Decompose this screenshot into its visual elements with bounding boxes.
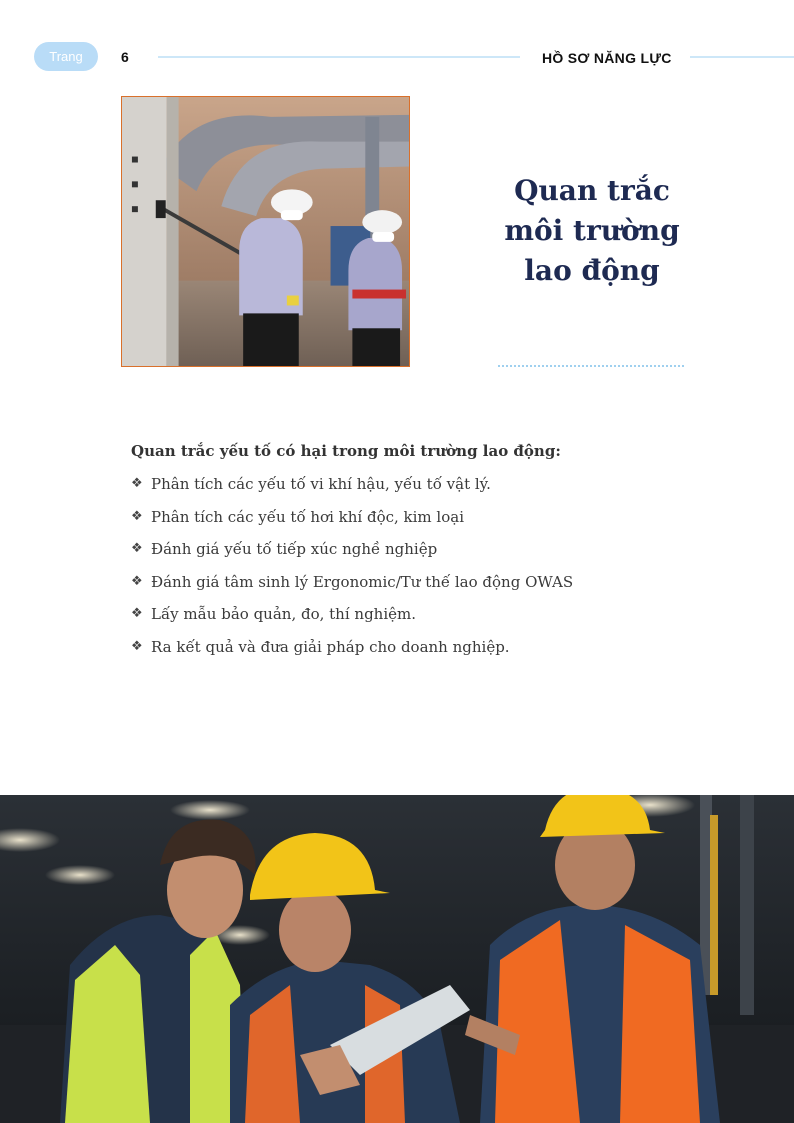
document-title: HỒ SƠ NĂNG LỰC <box>542 50 672 66</box>
workplace-monitoring-photo <box>121 96 410 367</box>
service-list <box>131 473 691 669</box>
list-item <box>131 473 691 506</box>
list-item-text: Đánh giá tâm sinh lý Ergonomic/Tư thế lao động OWAS <box>151 572 574 591</box>
diamond-bullet-icon: ❖ <box>131 606 143 622</box>
section-title-line-1: Quan trắc <box>514 174 670 207</box>
page-label-badge: Trang <box>34 42 98 71</box>
list-item-text: Phân tích các yếu tố hơi khí độc, kim loại <box>151 507 464 526</box>
list-item <box>131 571 691 604</box>
diamond-bullet-icon: ❖ <box>131 508 143 524</box>
section-title-line-2: môi trường <box>504 214 680 247</box>
page-number: 6 <box>121 49 129 65</box>
content-block <box>131 440 691 669</box>
diamond-bullet-icon: ❖ <box>131 638 143 654</box>
header-divider-left <box>158 56 520 58</box>
list-item-text: Phân tích các yếu tố vi khí hậu, yếu tố vật lý. <box>151 475 491 493</box>
diamond-bullet-icon: ❖ <box>131 541 143 557</box>
list-item <box>131 538 691 571</box>
list-item-text: Lấy mẫu bảo quản, đo, thí nghiệm. <box>151 605 416 624</box>
content-heading: Quan trắc yếu tố có hại trong môi trường lao động: <box>131 442 561 460</box>
list-item-text: Ra kết quả và đưa giải pháp cho doanh nghiệp. <box>151 637 510 656</box>
factory-workers-photo <box>0 795 794 1123</box>
section-title-line-3: lao động <box>524 254 660 287</box>
list-item <box>131 636 691 669</box>
title-divider <box>498 365 684 367</box>
header-divider-right <box>690 56 794 58</box>
diamond-bullet-icon: ❖ <box>131 573 143 589</box>
section-title <box>486 171 698 291</box>
list-item <box>131 506 691 539</box>
list-item-text: Đánh giá yếu tố tiếp xúc nghề nghiệp <box>151 540 438 559</box>
diamond-bullet-icon: ❖ <box>131 476 143 491</box>
list-item <box>131 603 691 636</box>
